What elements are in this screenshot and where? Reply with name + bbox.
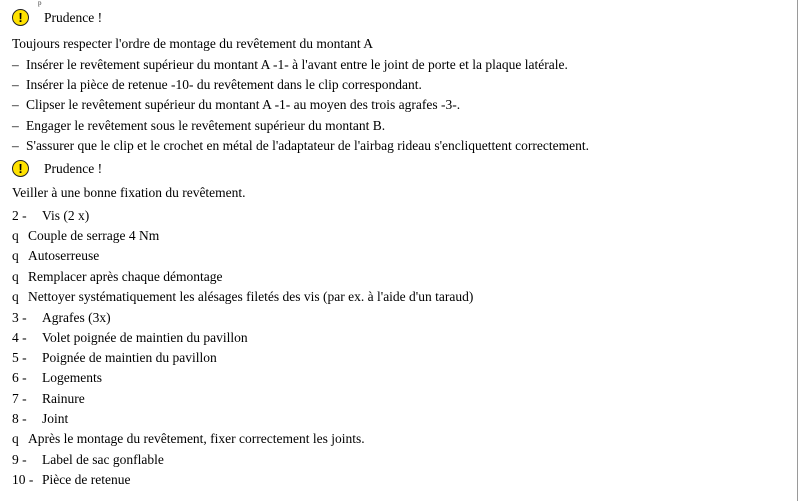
list-item: 5 - Poignée de maintien du pavillon bbox=[12, 350, 217, 365]
list-item: 8 - Joint bbox=[12, 411, 69, 426]
step-item: – Insérer la pièce de retenue -10- du revêtement dans le clip correspondant. bbox=[12, 77, 422, 92]
list-item: q Nettoyer systématiquement les alésages filetés des vis (par ex. à l'aide d'un taraud) bbox=[12, 289, 474, 304]
top-fragment: p bbox=[38, 0, 42, 7]
right-border bbox=[797, 0, 798, 501]
caution-text-1: Toujours respecter l'ordre de montage du revêtement du montant A bbox=[12, 36, 373, 51]
caution-label: Prudence ! bbox=[44, 10, 103, 25]
warning-icon: ! bbox=[12, 160, 29, 177]
caution-label: Prudence ! bbox=[44, 161, 103, 176]
list-item: 7 - Rainure bbox=[12, 391, 85, 406]
list-item: q Couple de serrage 4 Nm bbox=[12, 228, 160, 243]
list-item: 3 - Agrafes (3x) bbox=[12, 310, 111, 325]
step-item: – Engager le revêtement sous le revêtement supérieur du montant B. bbox=[12, 118, 386, 133]
step-item: – Clipser le revêtement supérieur du montant A -1- au moyen des trois agrafes -3-. bbox=[12, 97, 461, 112]
list-item: 6 - Logements bbox=[12, 370, 102, 385]
list-item: q Remplacer après chaque démontage bbox=[12, 269, 223, 284]
list-item: q Après le montage du revêtement, fixer correctement les joints. bbox=[12, 431, 365, 446]
warning-icon: ! bbox=[12, 9, 29, 26]
list-item: 9 - Label de sac gonflable bbox=[12, 452, 164, 467]
step-item: – Insérer le revêtement supérieur du montant A -1- à l'avant entre le joint de porte et la plaque latérale. bbox=[12, 57, 568, 72]
step-item: – S'assurer que le clip et le crochet en métal de l'adaptateur de l'airbag rideau s'encliquettent correctement. bbox=[12, 138, 589, 153]
list-item: 4 - Volet poignée de maintien du pavillon bbox=[12, 330, 248, 345]
list-item: 2 - Vis (2 x) bbox=[12, 208, 90, 223]
caution-text-2: Veiller à une bonne fixation du revêtement. bbox=[12, 185, 246, 200]
list-item: 10 - Pièce de retenue bbox=[12, 472, 131, 487]
list-item: q Autoserreuse bbox=[12, 248, 100, 263]
